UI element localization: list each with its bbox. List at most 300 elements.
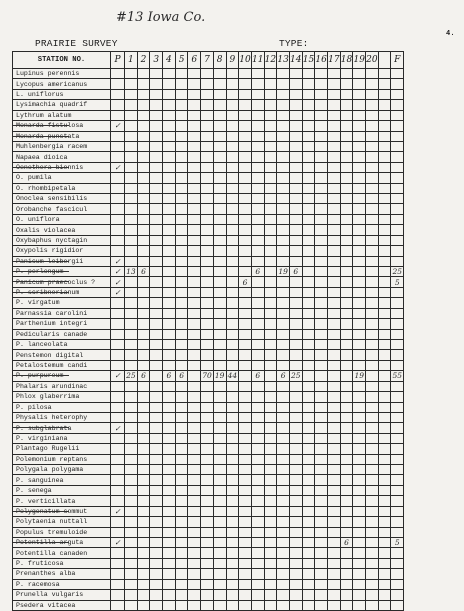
cell-blank bbox=[378, 69, 391, 79]
cell-8 bbox=[213, 141, 226, 151]
cell-F bbox=[391, 89, 404, 99]
cell-13 bbox=[277, 162, 290, 172]
cell-11 bbox=[251, 235, 264, 245]
cell-12 bbox=[264, 392, 277, 402]
species-name: P. purpureum bbox=[13, 371, 111, 381]
cell-F bbox=[391, 444, 404, 454]
cell-9 bbox=[226, 246, 239, 256]
species-name: P. racemosa bbox=[13, 579, 111, 589]
cell-P bbox=[111, 444, 125, 454]
cell-5 bbox=[175, 392, 188, 402]
cell-16 bbox=[315, 308, 328, 318]
cell-19 bbox=[353, 412, 366, 422]
cell-2 bbox=[137, 360, 150, 370]
cell-17 bbox=[328, 360, 341, 370]
cell-3 bbox=[150, 392, 163, 402]
cell-P bbox=[111, 548, 125, 558]
cell-blank bbox=[378, 287, 391, 297]
cell-8 bbox=[213, 225, 226, 235]
cell-15 bbox=[302, 235, 315, 245]
cell-15 bbox=[302, 319, 315, 329]
cell-2 bbox=[137, 152, 150, 162]
cell-7 bbox=[201, 329, 214, 339]
cell-13 bbox=[277, 214, 290, 224]
cell-6 bbox=[188, 225, 201, 235]
cell-16 bbox=[315, 433, 328, 443]
cell-20 bbox=[366, 506, 379, 516]
cell-P bbox=[111, 69, 125, 79]
cell-11 bbox=[251, 527, 264, 537]
cell-12 bbox=[264, 558, 277, 568]
cell-P bbox=[111, 350, 125, 360]
cell-2 bbox=[137, 339, 150, 349]
species-name: Prunella vulgaris bbox=[13, 590, 111, 600]
cell-11 bbox=[251, 308, 264, 318]
cell-3 bbox=[150, 131, 163, 141]
cell-2 bbox=[137, 235, 150, 245]
cell-14 bbox=[289, 183, 302, 193]
cell-14 bbox=[289, 433, 302, 443]
cell-13 bbox=[277, 381, 290, 391]
cell-7 bbox=[201, 319, 214, 329]
cell-P bbox=[111, 485, 125, 495]
cell-blank bbox=[378, 350, 391, 360]
cell-6 bbox=[188, 496, 201, 506]
species-name: P. fruticosa bbox=[13, 558, 111, 568]
cell-10 bbox=[239, 131, 252, 141]
cell-16 bbox=[315, 162, 328, 172]
cell-18 bbox=[340, 319, 353, 329]
cell-10 bbox=[239, 433, 252, 443]
cell-5 bbox=[175, 548, 188, 558]
cell-14 bbox=[289, 590, 302, 600]
cell-blank bbox=[378, 110, 391, 120]
table-row bbox=[13, 527, 404, 537]
cell-16 bbox=[315, 110, 328, 120]
cell-6 bbox=[188, 485, 201, 495]
cell-P bbox=[111, 194, 125, 204]
cell-14 bbox=[289, 454, 302, 464]
cell-blank bbox=[378, 485, 391, 495]
cell-14 bbox=[289, 423, 302, 433]
column-header-2: 2 bbox=[137, 52, 150, 69]
cell-4 bbox=[163, 329, 176, 339]
cell-14 bbox=[289, 298, 302, 308]
cell-4 bbox=[163, 267, 176, 277]
cell-20 bbox=[366, 152, 379, 162]
cell-9 bbox=[226, 423, 239, 433]
cell-16 bbox=[315, 287, 328, 297]
cell-17 bbox=[328, 506, 341, 516]
cell-13 bbox=[277, 392, 290, 402]
cell-6 bbox=[188, 298, 201, 308]
cell-13 bbox=[277, 350, 290, 360]
cell-20 bbox=[366, 360, 379, 370]
cell-15 bbox=[302, 371, 315, 381]
cell-7 bbox=[201, 287, 214, 297]
cell-1 bbox=[125, 475, 138, 485]
cell-14 bbox=[289, 496, 302, 506]
cell-18 bbox=[340, 204, 353, 214]
column-header-14: 14 bbox=[289, 52, 302, 69]
cell-14 bbox=[289, 485, 302, 495]
cell-10 bbox=[239, 110, 252, 120]
species-name: Parnassia carolini bbox=[13, 308, 111, 318]
cell-12 bbox=[264, 89, 277, 99]
cell-11 bbox=[251, 600, 264, 610]
cell-3 bbox=[150, 79, 163, 89]
cell-7 bbox=[201, 194, 214, 204]
cell-2 bbox=[137, 506, 150, 516]
cell-20 bbox=[366, 600, 379, 610]
cell-11 bbox=[251, 162, 264, 172]
header-row bbox=[13, 52, 404, 69]
cell-19 bbox=[353, 537, 366, 547]
cell-13 bbox=[277, 454, 290, 464]
cell-2 bbox=[137, 381, 150, 391]
cell-2 bbox=[137, 204, 150, 214]
cell-10 bbox=[239, 79, 252, 89]
cell-2 bbox=[137, 194, 150, 204]
cell-4 bbox=[163, 131, 176, 141]
species-name: Polygonatum commut bbox=[13, 506, 111, 516]
cell-17 bbox=[328, 444, 341, 454]
cell-18 bbox=[340, 131, 353, 141]
cell-9 bbox=[226, 121, 239, 131]
cell-10 bbox=[239, 267, 252, 277]
cell-2 bbox=[137, 319, 150, 329]
cell-17 bbox=[328, 267, 341, 277]
cell-8 bbox=[213, 339, 226, 349]
cell-19 bbox=[353, 579, 366, 589]
species-name: Plantago Rugelii bbox=[13, 444, 111, 454]
cell-17 bbox=[328, 152, 341, 162]
table-row bbox=[13, 569, 404, 579]
cell-18 bbox=[340, 371, 353, 381]
cell-19 bbox=[353, 214, 366, 224]
cell-3 bbox=[150, 360, 163, 370]
cell-3 bbox=[150, 298, 163, 308]
table-row bbox=[13, 360, 404, 370]
cell-5 bbox=[175, 69, 188, 79]
cell-F bbox=[391, 162, 404, 172]
cell-12 bbox=[264, 527, 277, 537]
cell-6 bbox=[188, 152, 201, 162]
cell-4 bbox=[163, 506, 176, 516]
cell-7 bbox=[201, 162, 214, 172]
cell-9 bbox=[226, 569, 239, 579]
cell-1 bbox=[125, 152, 138, 162]
cell-2 bbox=[137, 527, 150, 537]
species-name: P. virginiana bbox=[13, 433, 111, 443]
cell-8 bbox=[213, 444, 226, 454]
cell-10 bbox=[239, 392, 252, 402]
cell-19 bbox=[353, 141, 366, 151]
cell-5 bbox=[175, 121, 188, 131]
table-row bbox=[13, 256, 404, 266]
cell-17 bbox=[328, 204, 341, 214]
cell-7 bbox=[201, 433, 214, 443]
cell-10 bbox=[239, 141, 252, 151]
cell-F bbox=[391, 433, 404, 443]
cell-16 bbox=[315, 183, 328, 193]
cell-2: 6 bbox=[137, 267, 150, 277]
cell-17 bbox=[328, 569, 341, 579]
cell-8 bbox=[213, 392, 226, 402]
cell-16 bbox=[315, 475, 328, 485]
cell-5 bbox=[175, 162, 188, 172]
cell-5 bbox=[175, 454, 188, 464]
cell-F bbox=[391, 392, 404, 402]
cell-4 bbox=[163, 579, 176, 589]
cell-17 bbox=[328, 183, 341, 193]
cell-19 bbox=[353, 600, 366, 610]
cell-5 bbox=[175, 339, 188, 349]
cell-9 bbox=[226, 204, 239, 214]
column-header-P: P bbox=[111, 52, 125, 69]
cell-P bbox=[111, 329, 125, 339]
cell-12 bbox=[264, 194, 277, 204]
cell-9 bbox=[226, 308, 239, 318]
cell-3 bbox=[150, 339, 163, 349]
cell-2 bbox=[137, 89, 150, 99]
type-label: TYPE: bbox=[279, 38, 309, 49]
cell-P bbox=[111, 412, 125, 422]
cell-11 bbox=[251, 475, 264, 485]
cell-5 bbox=[175, 465, 188, 475]
column-header-12: 12 bbox=[264, 52, 277, 69]
cell-11 bbox=[251, 350, 264, 360]
cell-blank bbox=[378, 141, 391, 151]
cell-4 bbox=[163, 100, 176, 110]
cell-5: 6 bbox=[175, 371, 188, 381]
cell-16 bbox=[315, 444, 328, 454]
cell-1 bbox=[125, 204, 138, 214]
cell-15 bbox=[302, 527, 315, 537]
cell-4 bbox=[163, 308, 176, 318]
cell-12 bbox=[264, 444, 277, 454]
cell-8 bbox=[213, 537, 226, 547]
cell-19 bbox=[353, 548, 366, 558]
cell-5 bbox=[175, 110, 188, 120]
cell-19 bbox=[353, 131, 366, 141]
cell-19 bbox=[353, 475, 366, 485]
cell-18 bbox=[340, 121, 353, 131]
cell-18 bbox=[340, 506, 353, 516]
cell-17 bbox=[328, 131, 341, 141]
cell-19 bbox=[353, 569, 366, 579]
cell-11 bbox=[251, 402, 264, 412]
cell-19 bbox=[353, 162, 366, 172]
cell-6 bbox=[188, 287, 201, 297]
cell-6 bbox=[188, 381, 201, 391]
cell-20 bbox=[366, 308, 379, 318]
cell-blank bbox=[378, 527, 391, 537]
cell-blank bbox=[378, 371, 391, 381]
cell-15 bbox=[302, 558, 315, 568]
cell-blank bbox=[378, 360, 391, 370]
cell-1 bbox=[125, 579, 138, 589]
table-row bbox=[13, 277, 404, 287]
cell-15 bbox=[302, 204, 315, 214]
cell-5 bbox=[175, 475, 188, 485]
column-header-5: 5 bbox=[175, 52, 188, 69]
cell-14 bbox=[289, 173, 302, 183]
cell-19 bbox=[353, 173, 366, 183]
column-header-13: 13 bbox=[277, 52, 290, 69]
cell-11 bbox=[251, 454, 264, 464]
cell-5 bbox=[175, 256, 188, 266]
cell-18 bbox=[340, 267, 353, 277]
table-row bbox=[13, 381, 404, 391]
cell-12 bbox=[264, 454, 277, 464]
cell-19 bbox=[353, 256, 366, 266]
cell-17 bbox=[328, 100, 341, 110]
cell-11 bbox=[251, 277, 264, 287]
cell-6 bbox=[188, 308, 201, 318]
cell-12 bbox=[264, 402, 277, 412]
cell-15 bbox=[302, 141, 315, 151]
cell-18 bbox=[340, 590, 353, 600]
cell-16 bbox=[315, 506, 328, 516]
cell-7: 70 bbox=[202, 371, 212, 381]
cell-16 bbox=[315, 214, 328, 224]
cell-7 bbox=[201, 79, 214, 89]
cell-F bbox=[391, 256, 404, 266]
cell-8 bbox=[213, 412, 226, 422]
cell-10 bbox=[239, 173, 252, 183]
cell-13 bbox=[277, 173, 290, 183]
cell-1 bbox=[125, 110, 138, 120]
cell-13 bbox=[277, 183, 290, 193]
cell-16 bbox=[315, 256, 328, 266]
cell-blank bbox=[378, 381, 391, 391]
cell-2 bbox=[137, 579, 150, 589]
cell-17 bbox=[328, 319, 341, 329]
cell-8: 19 bbox=[214, 371, 225, 381]
cell-13 bbox=[277, 412, 290, 422]
cell-8 bbox=[213, 381, 226, 391]
cell-16 bbox=[315, 89, 328, 99]
table-row bbox=[13, 475, 404, 485]
cell-19 bbox=[353, 381, 366, 391]
cell-10 bbox=[239, 287, 252, 297]
cell-13 bbox=[277, 475, 290, 485]
species-name: Lythrum alatum bbox=[13, 110, 111, 120]
cell-18 bbox=[340, 329, 353, 339]
cell-2 bbox=[137, 537, 150, 547]
cell-2 bbox=[137, 600, 150, 610]
cell-F bbox=[391, 558, 404, 568]
cell-11 bbox=[251, 465, 264, 475]
cell-7 bbox=[201, 496, 214, 506]
cell-3 bbox=[150, 308, 163, 318]
cell-10 bbox=[239, 121, 252, 131]
table-row bbox=[13, 465, 404, 475]
cell-16 bbox=[315, 350, 328, 360]
table-row bbox=[13, 600, 404, 610]
cell-3 bbox=[150, 100, 163, 110]
cell-20 bbox=[366, 100, 379, 110]
cell-19 bbox=[353, 267, 366, 277]
cell-14 bbox=[289, 444, 302, 454]
cell-14 bbox=[289, 329, 302, 339]
species-name: Prenanthes alba bbox=[13, 569, 111, 579]
cell-4 bbox=[163, 454, 176, 464]
cell-16 bbox=[315, 329, 328, 339]
cell-10 bbox=[239, 485, 252, 495]
cell-F: 5 bbox=[391, 277, 404, 287]
cell-9 bbox=[226, 517, 239, 527]
cell-15 bbox=[302, 392, 315, 402]
cell-1 bbox=[125, 162, 138, 172]
cell-5 bbox=[175, 308, 188, 318]
cell-13 bbox=[277, 496, 290, 506]
cell-16 bbox=[315, 141, 328, 151]
cell-6 bbox=[188, 110, 201, 120]
cell-16 bbox=[315, 152, 328, 162]
cell-11 bbox=[251, 121, 264, 131]
cell-7 bbox=[201, 381, 214, 391]
cell-20 bbox=[366, 475, 379, 485]
species-name: Orobanche fascicul bbox=[13, 204, 111, 214]
cell-18 bbox=[340, 277, 353, 287]
cell-1 bbox=[125, 319, 138, 329]
table-row bbox=[13, 267, 404, 277]
cell-8 bbox=[213, 433, 226, 443]
cell-F bbox=[391, 569, 404, 579]
cell-16 bbox=[315, 485, 328, 495]
cell-11 bbox=[251, 496, 264, 506]
cell-7 bbox=[201, 339, 214, 349]
cell-18 bbox=[340, 600, 353, 610]
cell-9 bbox=[226, 131, 239, 141]
cell-20 bbox=[366, 548, 379, 558]
cell-3 bbox=[150, 402, 163, 412]
cell-P bbox=[111, 454, 125, 464]
cell-1 bbox=[125, 89, 138, 99]
cell-P bbox=[111, 173, 125, 183]
cell-2 bbox=[137, 465, 150, 475]
cell-6 bbox=[188, 517, 201, 527]
cell-2 bbox=[137, 110, 150, 120]
cell-17 bbox=[328, 235, 341, 245]
species-name: Panicum praecoclus ? bbox=[13, 277, 111, 287]
cell-5 bbox=[175, 485, 188, 495]
cell-20 bbox=[366, 235, 379, 245]
cell-9 bbox=[226, 69, 239, 79]
cell-13 bbox=[277, 298, 290, 308]
cell-8 bbox=[213, 173, 226, 183]
cell-13 bbox=[277, 600, 290, 610]
cell-7 bbox=[201, 465, 214, 475]
cell-5 bbox=[175, 152, 188, 162]
cell-F bbox=[391, 287, 404, 297]
cell-3 bbox=[150, 600, 163, 610]
cell-blank bbox=[378, 131, 391, 141]
cell-9 bbox=[226, 110, 239, 120]
cell-2 bbox=[137, 548, 150, 558]
cell-3 bbox=[150, 444, 163, 454]
cell-15 bbox=[302, 79, 315, 89]
cell-15 bbox=[302, 402, 315, 412]
cell-10 bbox=[239, 600, 252, 610]
cell-14: 25 bbox=[291, 371, 301, 381]
cell-16 bbox=[315, 454, 328, 464]
cell-6 bbox=[188, 204, 201, 214]
cell-blank bbox=[378, 579, 391, 589]
species-name: P. sanguinea bbox=[13, 475, 111, 485]
